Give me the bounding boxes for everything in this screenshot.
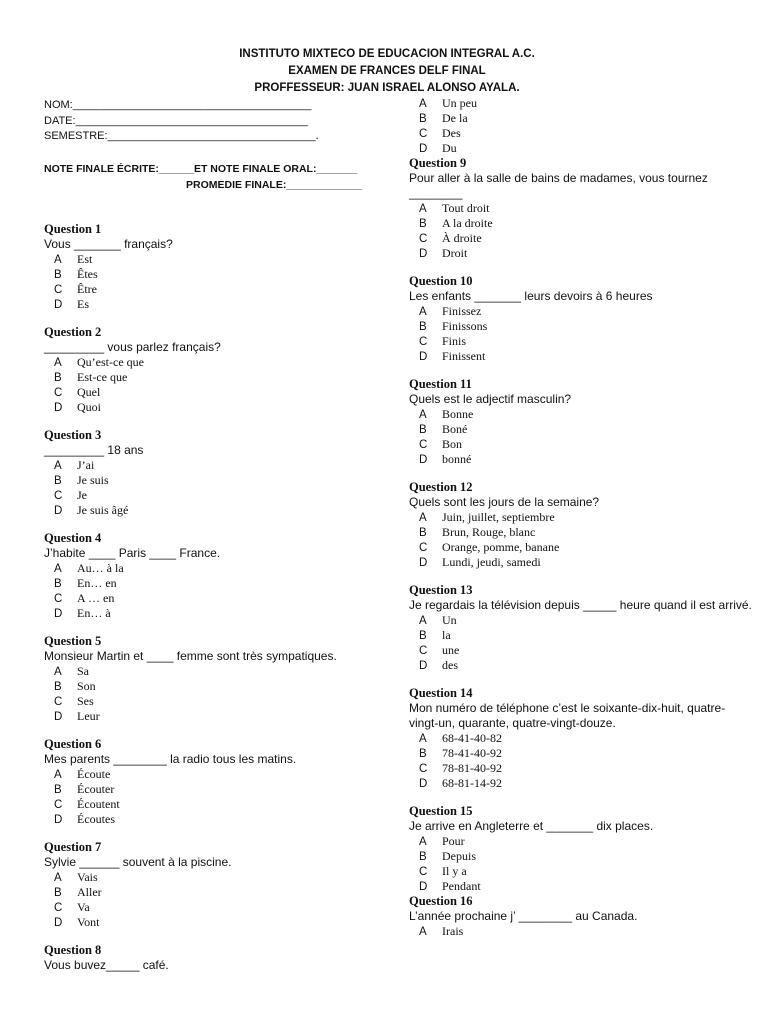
option-letter: D — [419, 248, 428, 260]
option-letter: D — [419, 660, 428, 672]
option-text: Bon — [442, 437, 463, 451]
question-text: Mon numéro de téléphone c’est le soixante-dix-huit, quatre-vingt-un, quarante, quatre-vingt-douze. — [409, 701, 726, 730]
option-letter: B — [419, 748, 427, 760]
option-text: bonné — [442, 452, 472, 466]
question-text: Pour aller à la salle de bains de madames, vous tournez ________ — [409, 171, 708, 200]
option-text: Est-ce que — [77, 370, 128, 384]
student-info — [44, 98, 319, 145]
answer-option[interactable] — [44, 576, 389, 591]
option-letter: A — [54, 769, 62, 781]
option-letter: C — [419, 542, 428, 554]
option-letter: A — [419, 836, 427, 848]
option-text: Son — [77, 679, 96, 693]
option-letter: C — [54, 696, 63, 708]
option-letter: C — [419, 439, 428, 451]
option-text: 78-81-40-92 — [442, 761, 502, 775]
answer-option[interactable] — [44, 282, 389, 297]
option-text: Je — [77, 488, 87, 502]
answer-option[interactable] — [409, 776, 754, 791]
option-text: Au… à la — [77, 561, 124, 575]
option-letter: B — [54, 269, 62, 281]
option-text: Irais — [442, 924, 464, 938]
option-letter: C — [54, 593, 63, 605]
question-block — [409, 274, 754, 364]
option-text: En… à — [77, 606, 111, 620]
promedie-finale-line: PROMEDIE FINALE:_____________ — [186, 178, 363, 191]
answer-option[interactable] — [409, 510, 754, 525]
question-text: Quels est le adjectif masculin? — [409, 392, 572, 406]
option-letter: A — [419, 409, 427, 421]
question-text: Mes parents ________ la radio tous les matins. — [44, 752, 297, 766]
answer-option[interactable] — [409, 422, 754, 437]
option-letter: B — [54, 475, 62, 487]
option-letter: A — [54, 254, 62, 266]
answer-option[interactable] — [409, 231, 754, 246]
answer-options — [44, 561, 389, 621]
option-text: 78-41-40-92 — [442, 746, 502, 760]
option-letter: A — [419, 203, 427, 215]
option-letter: C — [419, 336, 428, 348]
option-letter: A — [419, 512, 427, 524]
answer-option[interactable] — [44, 812, 389, 827]
answer-option[interactable] — [409, 924, 754, 939]
nom-field: NOM:_______________________________________ — [44, 99, 312, 111]
question-text: _________ vous parlez français? — [44, 340, 221, 354]
answer-option[interactable] — [44, 767, 389, 782]
answer-option[interactable] — [409, 746, 754, 761]
answer-option[interactable] — [44, 458, 389, 473]
option-letter: B — [54, 372, 62, 384]
option-text: Finissent — [442, 349, 486, 363]
option-text: Vais — [77, 870, 98, 884]
option-letter: B — [419, 630, 427, 642]
option-letter: A — [54, 563, 62, 575]
question-title: Question 4 — [44, 531, 102, 545]
option-letter: C — [54, 284, 63, 296]
option-text: Finissons — [442, 319, 488, 333]
question-text: Quels sont les jours de la semaine? — [409, 495, 600, 509]
answer-option[interactable] — [409, 246, 754, 261]
question-block — [44, 222, 389, 312]
exam-header — [0, 46, 768, 97]
question-title: Question 11 — [409, 377, 472, 391]
option-text: Sa — [77, 664, 89, 678]
answer-options — [44, 870, 389, 930]
question-text: _________ 18 ans — [44, 443, 144, 457]
answer-option[interactable] — [44, 561, 389, 576]
option-text: Êtes — [77, 267, 98, 281]
option-letter: B — [419, 424, 427, 436]
question-title: Question 8 — [44, 943, 102, 957]
option-letter: C — [419, 128, 428, 140]
answer-option[interactable] — [409, 879, 754, 894]
option-text: Depuis — [442, 849, 476, 863]
question-text: J’habite ____ Paris ____ France. — [44, 546, 221, 560]
answer-option[interactable] — [44, 709, 389, 724]
option-letter: A — [54, 872, 62, 884]
answer-option[interactable] — [44, 870, 389, 885]
question-text: Les enfants _______ leurs devoirs à 6 heures — [409, 289, 653, 303]
option-letter: A — [54, 460, 62, 472]
option-letter: D — [419, 143, 428, 155]
option-letter: C — [419, 763, 428, 775]
question-title: Question 13 — [409, 583, 473, 597]
question-8-options-continued — [409, 96, 754, 156]
answer-option[interactable] — [44, 473, 389, 488]
option-letter: A — [54, 666, 62, 678]
exam-title: EXAMEN DE FRANCES DELF FINAL — [288, 65, 486, 77]
answer-options — [409, 834, 754, 894]
question-block — [44, 325, 389, 415]
option-text: Être — [77, 282, 97, 296]
option-text: la — [442, 628, 451, 642]
option-text: Qu’est-ce que — [77, 355, 144, 369]
right-column — [409, 96, 754, 952]
option-letter: C — [419, 233, 428, 245]
option-text: Ses — [77, 694, 94, 708]
question-text: Je regardais la télévision depuis _____ heure quand il est arrivé. — [409, 598, 752, 612]
option-letter: C — [419, 866, 428, 878]
right-questions — [409, 156, 754, 939]
option-text: Tout droit — [442, 201, 490, 215]
option-text: Pendant — [442, 879, 481, 893]
option-text: Je suis âgé — [77, 503, 129, 517]
option-text: Écouter — [77, 782, 115, 796]
answer-options — [409, 731, 754, 791]
answer-options — [409, 201, 754, 261]
option-letter: A — [419, 98, 427, 110]
answer-option[interactable] — [409, 452, 754, 467]
option-text: Vont — [77, 915, 100, 929]
option-text: Leur — [77, 709, 100, 723]
question-title: Question 12 — [409, 480, 473, 494]
option-letter: D — [54, 299, 63, 311]
answer-option[interactable] — [409, 834, 754, 849]
option-letter: D — [419, 778, 428, 790]
option-text: À droite — [442, 231, 482, 245]
option-letter: B — [54, 784, 62, 796]
answer-option[interactable] — [44, 400, 389, 415]
option-text: A la droite — [442, 216, 493, 230]
answer-option[interactable] — [409, 407, 754, 422]
option-letter: B — [419, 113, 427, 125]
option-text: Orange, pomme, banane — [442, 540, 560, 554]
option-text: De la — [442, 111, 468, 125]
option-text: Finissez — [442, 304, 482, 318]
question-title: Question 10 — [409, 274, 473, 288]
option-letter: D — [419, 881, 428, 893]
question-block — [44, 634, 389, 724]
answer-option[interactable] — [44, 297, 389, 312]
date-field: DATE:______________________________________ — [44, 114, 309, 127]
option-text: une — [442, 643, 460, 657]
option-text: Écoutent — [77, 797, 120, 811]
answer-option[interactable] — [44, 900, 389, 915]
question-text: Vous _______ français? — [44, 237, 173, 251]
option-text: Écoutes — [77, 812, 115, 826]
institution-name: INSTITUTO MIXTECO DE EDUCACION INTEGRAL A.C. — [239, 48, 535, 60]
question-block — [44, 840, 389, 930]
option-text: A … en — [77, 591, 115, 605]
option-letter: D — [419, 351, 428, 363]
answer-option[interactable] — [44, 355, 389, 370]
option-letter: A — [419, 306, 427, 318]
option-letter: A — [419, 615, 427, 627]
question-block — [409, 480, 754, 570]
option-text: En… en — [77, 576, 117, 590]
option-text: Un — [442, 613, 457, 627]
question-block — [409, 686, 754, 791]
option-text: Du — [442, 141, 457, 155]
question-text: Je arrive en Angleterre et _______ dix places. — [409, 819, 654, 833]
answer-option[interactable] — [409, 334, 754, 349]
option-letter: B — [419, 527, 427, 539]
answer-options — [409, 407, 754, 467]
option-text: Un peu — [442, 96, 477, 110]
option-letter: A — [419, 733, 427, 745]
answer-option[interactable] — [44, 694, 389, 709]
option-letter: D — [54, 814, 63, 826]
answer-option[interactable] — [409, 628, 754, 643]
question-block — [409, 377, 754, 467]
option-text: Quoi — [77, 400, 101, 414]
answer-option[interactable] — [409, 849, 754, 864]
answer-option[interactable] — [44, 915, 389, 930]
answer-option[interactable] — [44, 385, 389, 400]
question-block — [409, 583, 754, 673]
question-title: Question 5 — [44, 634, 102, 648]
option-letter: C — [54, 902, 63, 914]
answer-options — [44, 458, 389, 518]
answer-options — [44, 355, 389, 415]
question-block — [44, 428, 389, 518]
option-text: Droit — [442, 246, 468, 260]
semestre-field: SEMESTRE:__________________________________. — [44, 130, 319, 142]
option-letter: D — [54, 505, 63, 517]
answer-option[interactable] — [44, 488, 389, 503]
question-title: Question 15 — [409, 804, 473, 818]
option-text: Aller — [77, 885, 102, 899]
option-text: Lundi, jeudi, samedi — [442, 555, 541, 569]
question-text: Monsieur Martin et ____ femme sont très sympatiques. — [44, 649, 337, 663]
option-letter: D — [54, 402, 63, 414]
answer-option[interactable] — [44, 679, 389, 694]
question-text: L’année prochaine j’ ________ au Canada. — [409, 909, 638, 923]
answer-option[interactable] — [409, 126, 754, 141]
answer-option[interactable] — [409, 216, 754, 231]
answer-option[interactable] — [409, 761, 754, 776]
answer-options — [409, 924, 754, 939]
option-text: Il y a — [442, 864, 467, 878]
option-text: Quel — [77, 385, 101, 399]
option-letter: C — [54, 387, 63, 399]
answer-option[interactable] — [44, 606, 389, 621]
option-letter: B — [54, 578, 62, 590]
option-text: Va — [77, 900, 90, 914]
question-title: Question 14 — [409, 686, 473, 700]
answer-options — [44, 664, 389, 724]
option-letter: B — [54, 681, 62, 693]
question-title: Question 9 — [409, 156, 467, 170]
answer-option[interactable] — [409, 201, 754, 216]
answer-option[interactable] — [409, 349, 754, 364]
option-text: Boné — [442, 422, 468, 436]
option-text: Es — [77, 297, 89, 311]
answer-options — [44, 252, 389, 312]
question-text: Sylvie ______ souvent à la piscine. — [44, 855, 232, 869]
question-title: Question 3 — [44, 428, 102, 442]
option-letter: D — [54, 711, 63, 723]
question-block — [44, 531, 389, 621]
option-text: Brun, Rouge, blanc — [442, 525, 536, 539]
answer-option[interactable] — [409, 643, 754, 658]
question-block — [409, 804, 754, 894]
question-block — [44, 737, 389, 827]
question-block — [409, 156, 754, 261]
answer-option[interactable] — [44, 503, 389, 518]
answer-option[interactable] — [44, 885, 389, 900]
answer-option[interactable] — [409, 96, 754, 111]
answer-option[interactable] — [44, 252, 389, 267]
option-text: 68-41-40-82 — [442, 731, 502, 745]
option-text: Finis — [442, 334, 467, 348]
answer-options — [409, 510, 754, 570]
answer-options — [409, 613, 754, 673]
option-text: Je suis — [77, 473, 109, 487]
option-text: Juin, juillet, septiembre — [442, 510, 555, 524]
option-text: Bonne — [442, 407, 474, 421]
option-letter: C — [54, 490, 63, 502]
question-title: Question 2 — [44, 325, 102, 339]
answer-option[interactable] — [44, 591, 389, 606]
option-text: 68-81-14-92 — [442, 776, 502, 790]
option-text: J’ai — [77, 458, 95, 472]
answer-option[interactable] — [409, 111, 754, 126]
question-title: Question 1 — [44, 222, 102, 236]
option-letter: A — [54, 357, 62, 369]
professor-name: PROFFESSEUR: JUAN ISRAEL ALONSO AYALA. — [254, 82, 520, 94]
question-title: Question 6 — [44, 737, 102, 751]
note-finale-line: NOTE FINALE ÉCRITE:______ET NOTE FINALE ORAL:_______ — [44, 163, 358, 175]
option-letter: D — [419, 557, 428, 569]
option-letter: D — [54, 917, 63, 929]
answer-option[interactable] — [409, 141, 754, 156]
answer-option[interactable] — [409, 319, 754, 334]
answer-option[interactable] — [409, 304, 754, 319]
option-letter: B — [419, 218, 427, 230]
answer-option[interactable] — [44, 267, 389, 282]
option-letter: A — [419, 926, 427, 938]
option-letter: D — [54, 608, 63, 620]
answer-option[interactable] — [409, 613, 754, 628]
question-text: Vous buvez_____ café. — [44, 958, 169, 972]
answer-options — [409, 304, 754, 364]
question-title: Question 16 — [409, 894, 473, 908]
option-letter: C — [419, 645, 428, 657]
option-text: des — [442, 658, 458, 672]
answer-option[interactable] — [409, 555, 754, 570]
answer-option[interactable] — [44, 797, 389, 812]
answer-options — [44, 767, 389, 827]
answer-option[interactable] — [409, 864, 754, 879]
option-text: Pour — [442, 834, 465, 848]
answer-option[interactable] — [409, 540, 754, 555]
answer-option[interactable] — [409, 525, 754, 540]
left-column — [44, 222, 389, 986]
grades-block — [44, 162, 362, 193]
option-letter: B — [54, 887, 62, 899]
answer-option[interactable] — [44, 782, 389, 797]
option-letter: D — [419, 454, 428, 466]
option-letter: C — [54, 799, 63, 811]
answer-option[interactable] — [44, 664, 389, 679]
answer-option[interactable] — [409, 658, 754, 673]
question-block — [44, 943, 389, 973]
option-letter: B — [419, 851, 427, 863]
question-title: Question 7 — [44, 840, 102, 854]
option-text: Écoute — [77, 767, 111, 781]
answer-option[interactable] — [44, 370, 389, 385]
option-text: Est — [77, 252, 93, 266]
question-block — [409, 894, 754, 939]
option-text: Des — [442, 126, 461, 140]
answer-option[interactable] — [409, 731, 754, 746]
answer-option[interactable] — [409, 437, 754, 452]
option-letter: B — [419, 321, 427, 333]
